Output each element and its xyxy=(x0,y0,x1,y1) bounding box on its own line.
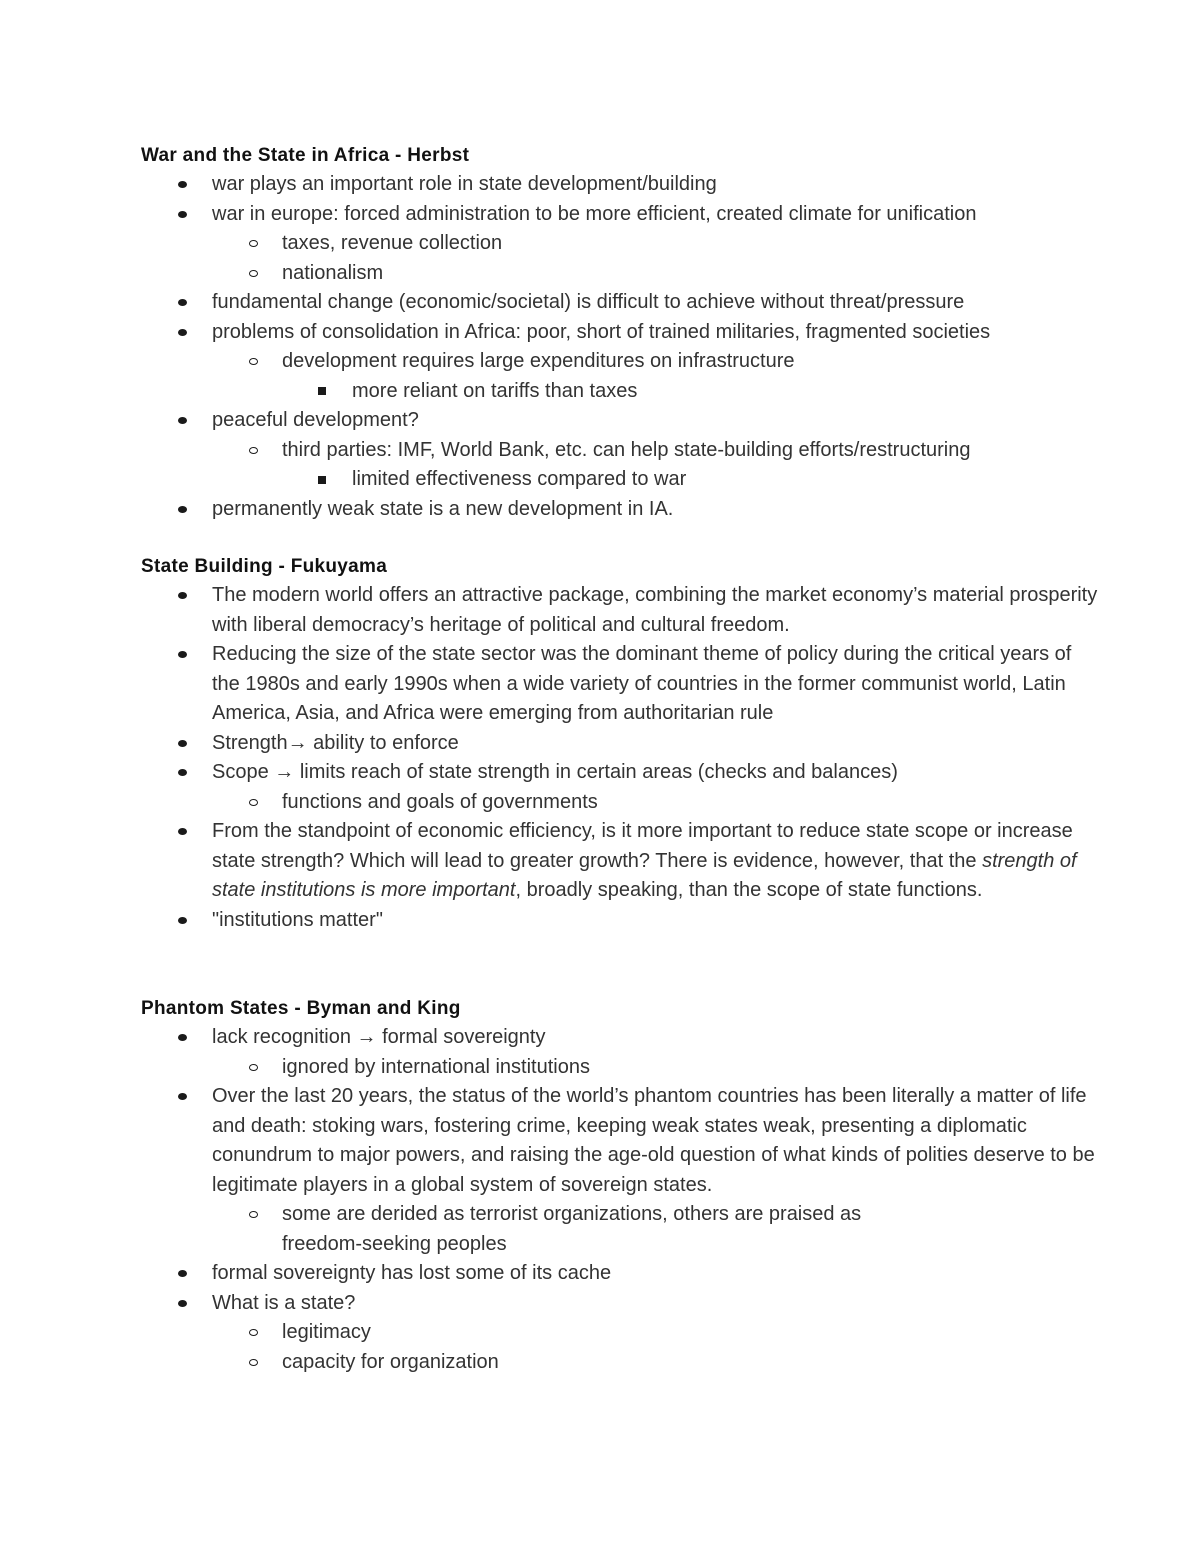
list-item: third parties: IMF, World Bank, etc. can help state-building efforts/restructuring xyxy=(141,436,1101,466)
bullet-disc-icon xyxy=(178,917,187,924)
section-heading: War and the State in Africa - Herbst xyxy=(141,145,470,166)
section-heading: Phantom States - Byman and King xyxy=(141,998,461,1019)
bullet-square-icon xyxy=(318,476,326,484)
list-item: lack recognition → formal sovereignty xyxy=(141,1023,1101,1053)
list-item: development requires large expenditures on infrastructure xyxy=(141,347,1101,377)
list-item: problems of consolidation in Africa: poor, short of trained militaries, fragmented societies xyxy=(141,318,1101,348)
list-item: The modern world offers an attractive package, combining the market economy’s material prosperity with liberal democracy’s heritage of political and cultural freedom. xyxy=(141,581,1101,640)
list-item: more reliant on tariffs than taxes xyxy=(141,377,1101,407)
bullet-disc-icon xyxy=(178,329,187,336)
bullet-circle-icon xyxy=(249,358,258,365)
bullet-disc-icon xyxy=(178,651,187,658)
section-byman-king xyxy=(141,994,1101,1377)
list-item: What is a state? xyxy=(141,1289,1101,1319)
bullet-circle-icon xyxy=(249,1211,258,1218)
list-item: formal sovereignty has lost some of its cache xyxy=(141,1259,1101,1289)
bullet-square-icon xyxy=(318,387,326,395)
bullet-disc-icon xyxy=(178,181,187,188)
bullet-circle-icon xyxy=(249,240,258,247)
bullet-disc-icon xyxy=(178,1034,187,1041)
list-item: Reducing the size of the state sector was the dominant theme of policy during the critical years of the 1980s and early 1990s when a wide variety of countries in the former communist world, Latin America, Asia, and Africa were emerging from authoritarian rule xyxy=(141,640,1101,729)
list-item: ignored by international institutions xyxy=(141,1053,1101,1083)
list-item: peaceful development? xyxy=(141,406,1101,436)
list-item: Strength→ ability to enforce xyxy=(141,729,1101,759)
bullet-disc-icon xyxy=(178,211,187,218)
bullet-circle-icon xyxy=(249,799,258,806)
bullet-disc-icon xyxy=(178,417,187,424)
bullet-disc-icon xyxy=(178,1300,187,1307)
bullet-disc-icon xyxy=(178,740,187,747)
section-herbst xyxy=(141,141,1101,524)
list-item: "institutions matter" xyxy=(141,906,1101,936)
bullet-disc-icon xyxy=(178,769,187,776)
bullet-list xyxy=(141,1023,1101,1377)
list-item: war plays an important role in state development/building xyxy=(141,170,1101,200)
list-item: Over the last 20 years, the status of the world’s phantom countries has been literally a matter of life and death: stoking wars, fostering crime, keeping weak states weak, presenting a diplomatic conundrum to major powers, and raising the age-old question of what kinds of polities deserve to be legitimate players in a global system of sovereign states. xyxy=(141,1082,1101,1200)
bullet-circle-icon xyxy=(249,447,258,454)
list-item: From the standpoint of economic efficiency, is it more important to reduce state scope or increase state strength? Which will lead to greater growth? There is evidence, however, that the strength of state institutions is more important, broadly speaking, than the scope of state functions. xyxy=(141,817,1101,906)
bullet-disc-icon xyxy=(178,592,187,599)
bullet-disc-icon xyxy=(178,506,187,513)
list-item: some are derided as terrorist organizations, others are praised as freedom-seeking peoples xyxy=(141,1200,1101,1259)
list-item: limited effectiveness compared to war xyxy=(141,465,1101,495)
list-item: capacity for organization xyxy=(141,1348,1101,1378)
list-item: nationalism xyxy=(141,259,1101,289)
list-item: taxes, revenue collection xyxy=(141,229,1101,259)
list-item: permanently weak state is a new development in IA. xyxy=(141,495,1101,525)
bullet-disc-icon xyxy=(178,1270,187,1277)
bullet-disc-icon xyxy=(178,828,187,835)
bullet-circle-icon xyxy=(249,1359,258,1366)
bullet-circle-icon xyxy=(249,1064,258,1071)
bullet-circle-icon xyxy=(249,1329,258,1336)
bullet-list xyxy=(141,581,1101,935)
section-heading: State Building - Fukuyama xyxy=(141,556,388,577)
bullet-disc-icon xyxy=(178,1093,187,1100)
list-item: legitimacy xyxy=(141,1318,1101,1348)
list-item: fundamental change (economic/societal) is difficult to achieve without threat/pressure xyxy=(141,288,1101,318)
list-item: functions and goals of governments xyxy=(141,788,1101,818)
section-fukuyama xyxy=(141,552,1101,935)
list-item: war in europe: forced administration to be more efficient, created climate for unification xyxy=(141,200,1101,230)
list-item: Scope → limits reach of state strength in certain areas (checks and balances) xyxy=(141,758,1101,788)
bullet-disc-icon xyxy=(178,299,187,306)
emphasized-text: strength of state institutions is more important xyxy=(212,849,1077,901)
bullet-circle-icon xyxy=(249,270,258,277)
bullet-list xyxy=(141,170,1101,524)
